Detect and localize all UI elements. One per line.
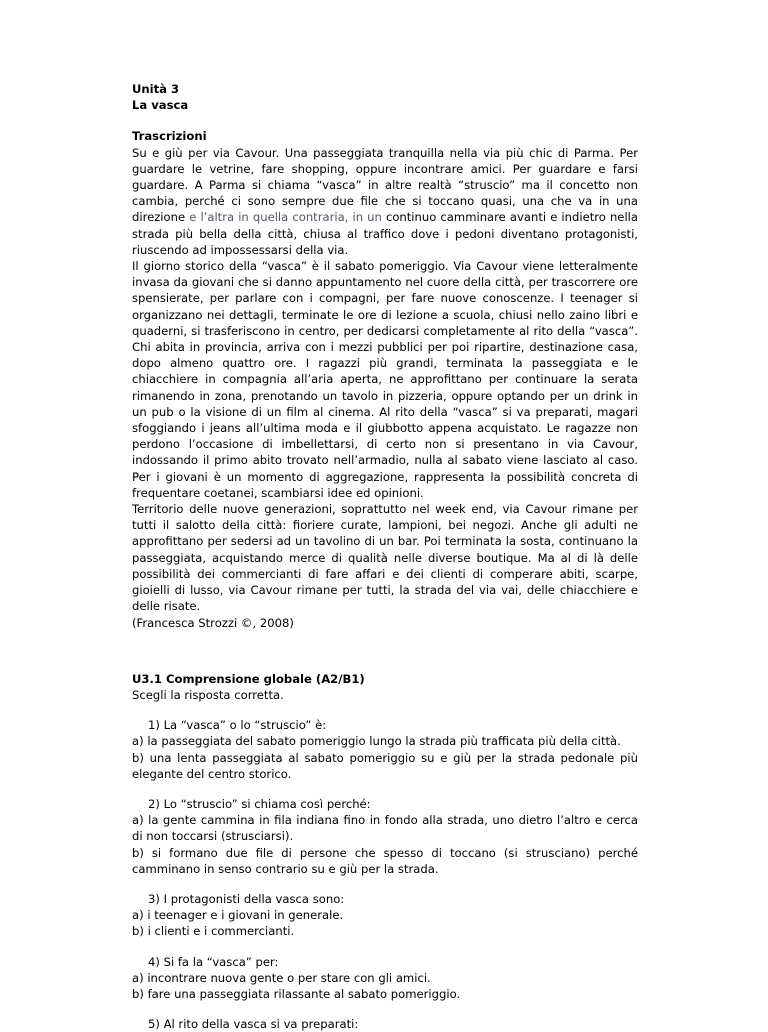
transcription-heading: Trascrizioni [132, 129, 207, 144]
paragraph-1-text-b: continuo camminare avanti e indietro nella strada più bella della città, chiusa al traffico dove i pedoni diventano protagonisti, riuscendo ad impossessarsi della via. [132, 210, 638, 257]
transcription-credit: (Francesca Strozzi ©, 2008) [132, 615, 294, 630]
answer-option-b: b) una lenta passeggiata al sabato pomeriggio su e giù per la strada pedonale più elegante del centro storico. [132, 750, 638, 781]
unit-title: La vasca [132, 98, 189, 113]
question-text: 1) La “vasca” o lo “struscio” è: [148, 718, 327, 733]
answer-option-b: b) i clienti e i commercianti. [132, 924, 295, 939]
answer-option-a: a) i teenager e i giovani in generale. [132, 908, 344, 923]
question-2 [132, 796, 638, 877]
transcription-paragraph-2: Il giorno storico della “vasca” è il sabato pomeriggio. Via Cavour viene letteralmente invasa da giovani che si danno appuntamento nel cuore della città, per trascorrere ore spensierate, per parlare con i compagni, per fare nuove conoscenze. I teenager si organizzano nei dettagli, terminate le ore di lezione a scuola, chiusi nello zaino libri e quaderni, si trasferiscono in centro, per dedicarsi completamente al rito della “vasca”. Chi abita in provincia, arriva con i mezzi pubblici per poi ripartire, destinazione casa, dopo almeno quattro ore. I ragazzi più grandi, terminata la passeggiata e le chiacchiere in compagnia all’aria aperta, ne approfittano per continuare la serata rimanendo in zona, prenotando un tavolo in pizzeria, oppure optando per un drink in un pub o la visione di un film al cinema. Al rito della “vasca” si va preparati, magari sfoggiando i jeans all’ultima moda e il giubbotto appena acquistato. Le ragazze non perdono l’occasione di imbellettarsi, di certo non si presentano in via Cavour, indossando il primo abito trovato nell’armadio, nulla al sabato viene lasciato al caso. Per i giovani è un momento di aggregazione, rappresenta la possibilità concreta di frequentare coetanei, scambiarsi idee ed opinioni. [132, 259, 638, 500]
answer-option-a: a) incontrare nuova gente o per stare con gli amici. [132, 970, 431, 985]
question-text: 3) I protagonisti della vasca sono: [148, 891, 345, 906]
question-4 [132, 954, 638, 1003]
answer-option-b: b) fare una passeggiata rilassante al sabato pomeriggio. [132, 986, 461, 1001]
document-page [132, 81, 638, 1032]
question-text: 4) Si fa la “vasca” per: [148, 954, 279, 969]
question-5 [132, 1016, 638, 1032]
paragraph-1-text-grey: e l’altra in quella contraria, in un [189, 210, 382, 225]
question-3 [132, 891, 638, 940]
answer-option-a: a) la gente cammina in fila indiana fino in fondo alla strada, uno dietro l’altro e cerca di non toccarsi (strusciarsi). [132, 813, 638, 844]
unit-label: Unità 3 [132, 82, 180, 96]
transcription-paragraph-3: Territorio delle nuove generazioni, soprattutto nel week end, via Cavour rimane per tutti il salotto della città: fioriere curate, lampioni, bei negozi. Anche gli adulti ne approfittano per sedersi ad un tavolino di un bar. Poi terminata la sosta, continuano la passeggiata, acquistando merce di qualità nelle diverse boutique. Ma al di là delle possibilità dei commercianti di fare affari e dei clienti di comperare abiti, scarpe, gioielli di lusso, via Cavour rimane per tutti, la strada del via vai, delle chiacchiere e delle risate. [132, 502, 638, 614]
exercise-instruction: Scegli la risposta corretta. [132, 687, 284, 702]
answer-option-b: b) si formano due file di persone che spesso di toccano (si strusciano) perché camminano in senso contrario su e giù per la strada. [132, 845, 638, 876]
question-1 [132, 717, 638, 782]
transcription-paragraph-1 [132, 145, 638, 258]
question-text: 2) Lo “struscio” si chiama così perché: [148, 796, 371, 811]
exercise-heading: U3.1 Comprensione globale (A2/B1) [132, 671, 365, 686]
paragraph-1-text-a: Su e giù per via Cavour. Una passeggiata tranquilla nella via più chic di Parma. Per guardare le vetrine, fare shopping, oppure incontrare amici. Per guardare e farsi guardare. A Parma si chiama “vasca” in altre realtà “struscio” ma il concetto non cambia, perché ci sono sempre due file che si toccano quasi, una che va in una direzione [132, 145, 638, 225]
answer-option-a: a) la passeggiata del sabato pomeriggio lungo la strada più trafficata più della città. [132, 734, 621, 749]
question-text: 5) Al rito della vasca si va preparati: [148, 1017, 359, 1032]
